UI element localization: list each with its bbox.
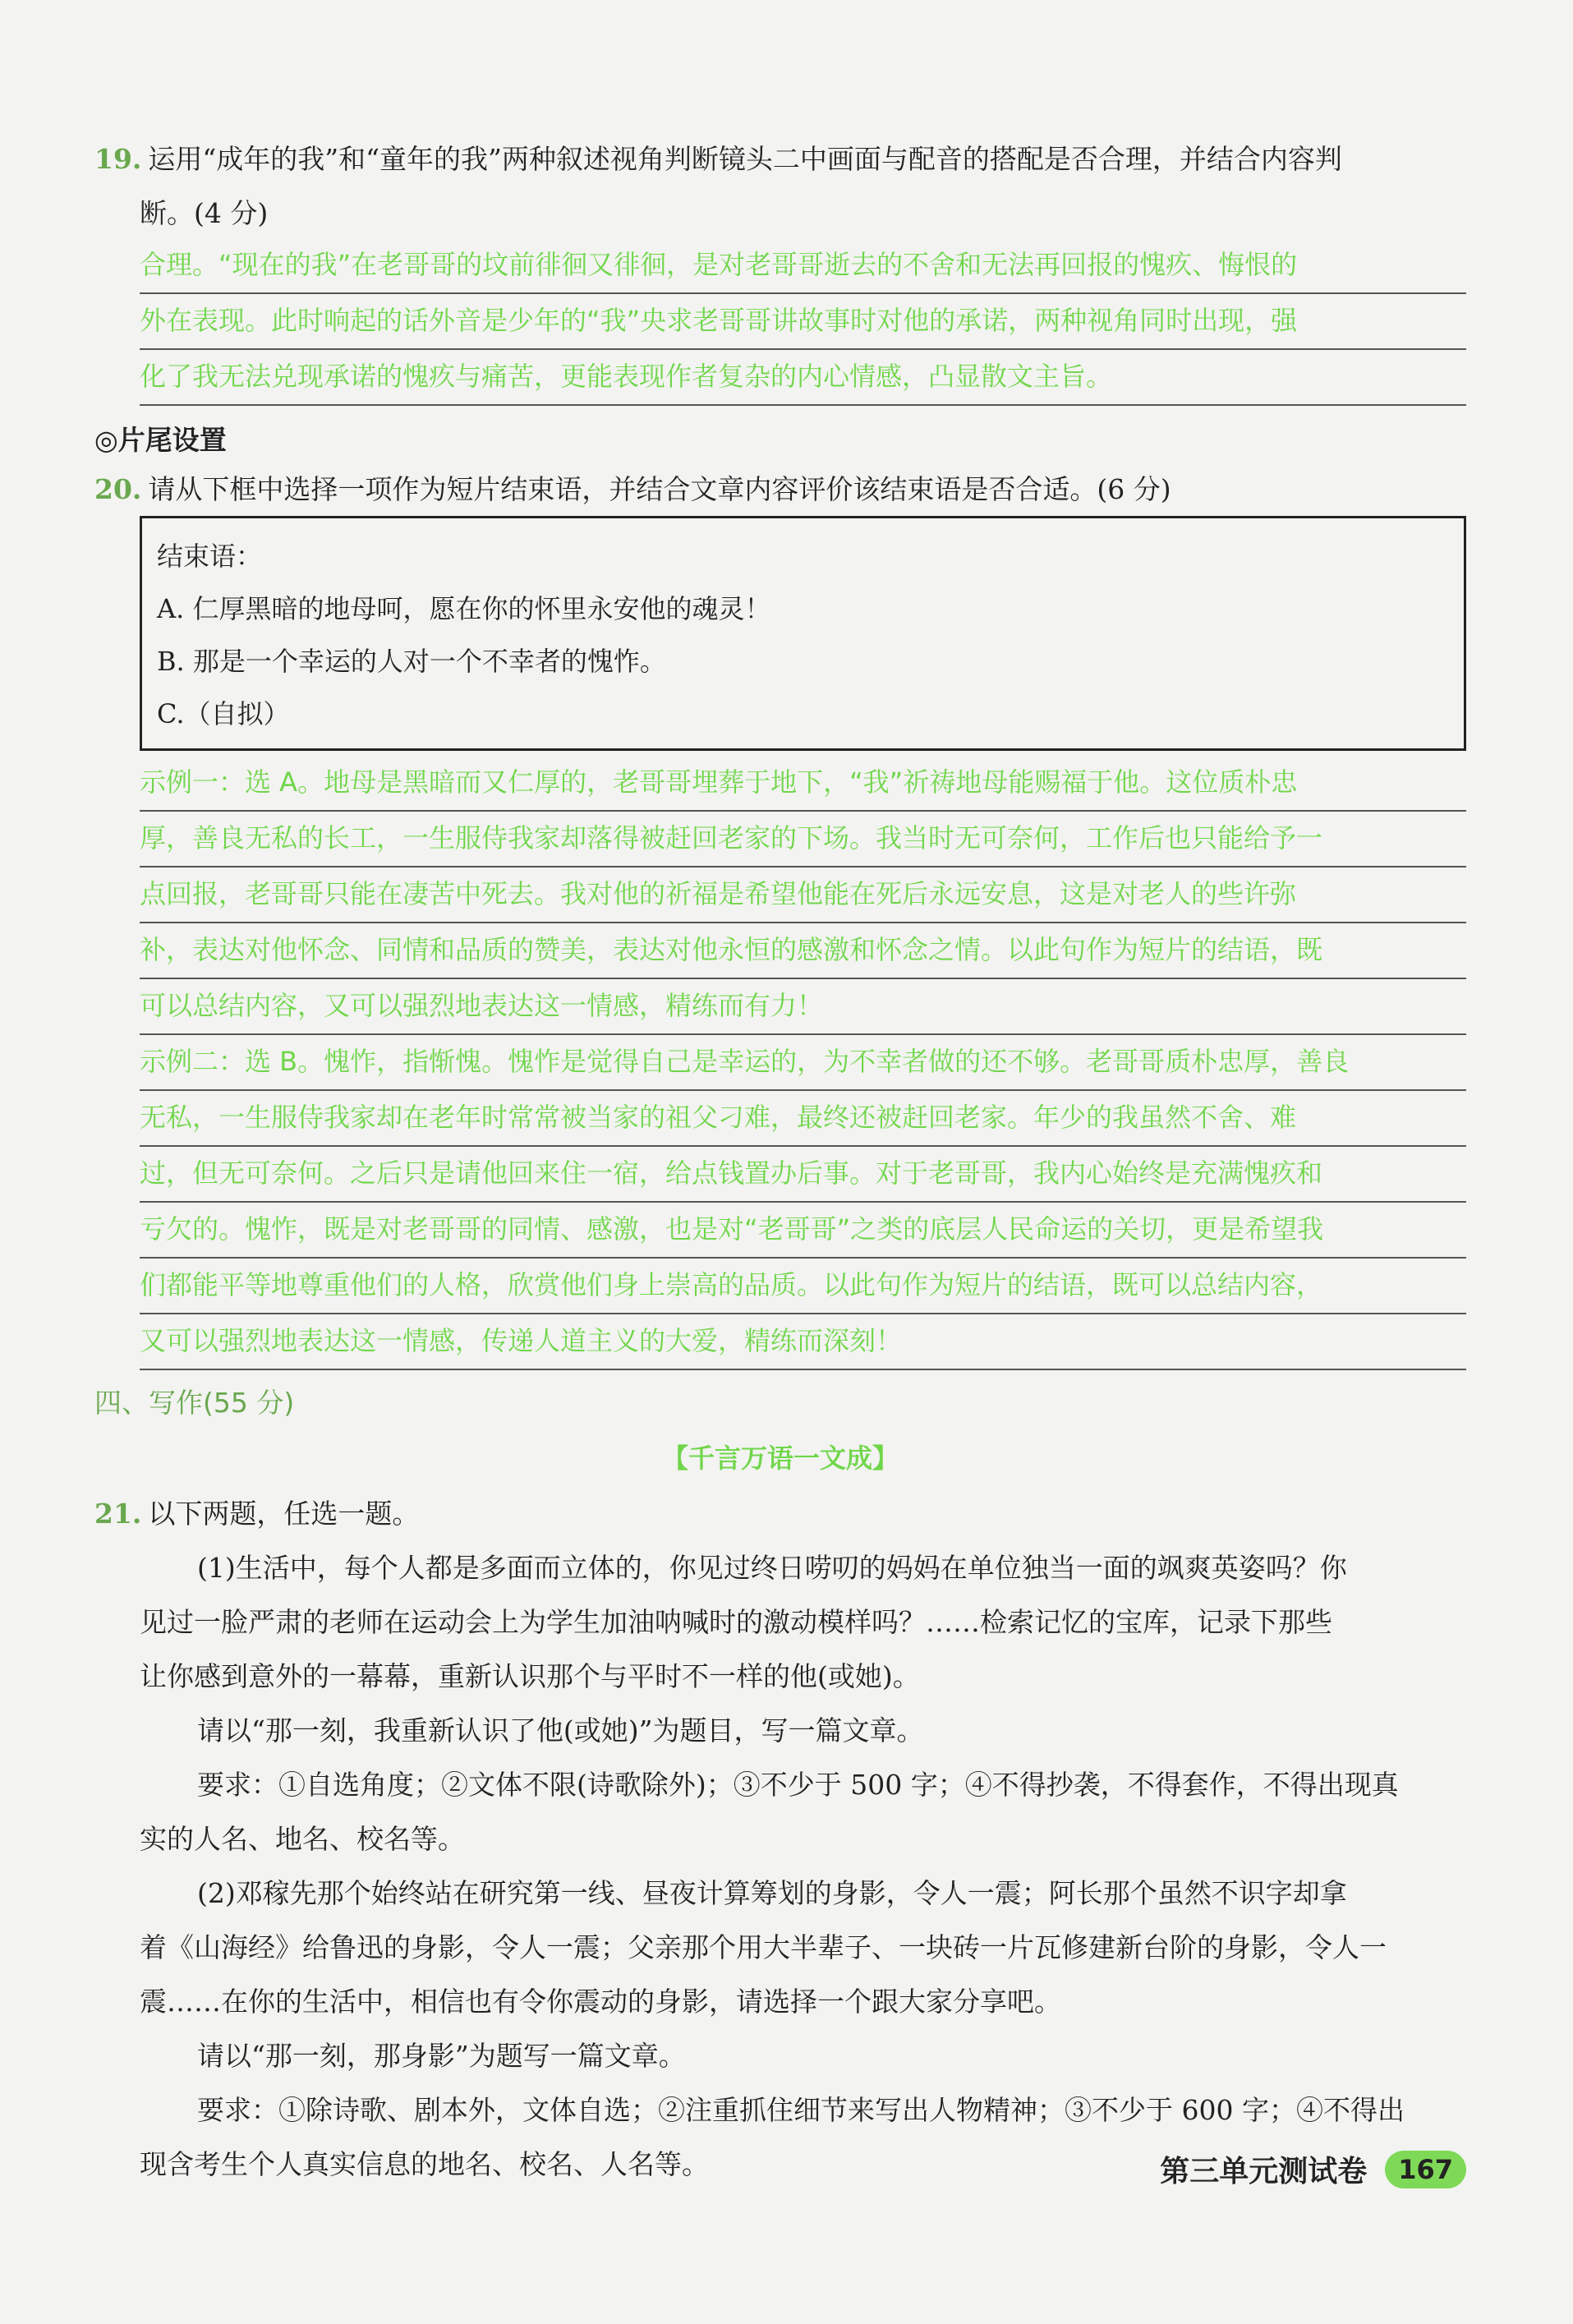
answer-line: 示例一：选 A。地母是黑暗而又仁厚的，老哥哥埋葬于地下，“我”祈祷地母能赐福于他。这位质朴忠 xyxy=(140,756,1466,812)
footer-title: 第三单元测试卷 xyxy=(1160,2155,1368,2188)
q20-number: 20. xyxy=(94,473,142,505)
q19-number: 19. xyxy=(94,143,142,175)
text-line: 请以“那一刻，那身影”为题写一篇文章。 xyxy=(197,2040,686,2072)
content xyxy=(94,140,1466,2192)
text-line: (1)生活中，每个人都是多面而立体的，你见过终日唠叨的妈妈在单位独当一面的飒爽英姿吗？你 xyxy=(197,1552,1347,1584)
answer-line: 化了我无法兑现承诺的愧疚与痛苦，更能表现作者复杂的内心情感，凸显散文主旨。 xyxy=(140,350,1466,406)
section-title: ◎片尾设置 xyxy=(94,424,227,456)
answer-line: 外在表现。此时响起的话外音是少年的“我”央求老哥哥讲故事时对他的承诺，两种视角同时出现，强 xyxy=(140,294,1466,350)
answer-line: 点回报，老哥哥只能在凄苦中死去。我对他的祈福是希望他能在死后永远安息，这是对老人的些许弥 xyxy=(140,867,1466,923)
box-line: C.（自拟） xyxy=(157,698,290,729)
text-line: 着《山海经》给鲁迅的身影，令人一震；父亲那个用大半辈子、一块砖一片瓦修建新台阶的身影，令人一 xyxy=(140,1931,1387,1963)
box-line: B. 那是一个幸运的人对一个不幸者的愧怍。 xyxy=(157,646,666,677)
text-line: 震……在你的生活中，相信也有令你震动的身影，请选择一个跟大家分享吧。 xyxy=(140,1986,1061,2018)
q19-answer xyxy=(94,238,1466,406)
answer-line: 合理。“现在的我”在老哥哥的坟前徘徊又徘徊，是对老哥哥逝去的不舍和无法再回报的愧疚、悔恨的 xyxy=(140,238,1466,294)
answer-line: 厚，善良无私的长工，一生服侍我家却落得被赶回老家的下场。我当时无可奈何，工作后也只能给予一 xyxy=(140,812,1466,867)
q19-line2: 断。(4 分) xyxy=(140,197,269,229)
page-number: 167 xyxy=(1385,2151,1466,2188)
q20-line1: 20. 请从下框中选择一项作为短片结束语，并结合文章内容评价该结束语是否合适。(6 分) xyxy=(94,473,1171,505)
text-line: 见过一脸严肃的老师在运动会上为学生加油呐喊时的激动模样吗？……检索记忆的宝库，记录下那些 xyxy=(140,1606,1332,1638)
banner: 【千言万语一文成】 xyxy=(661,1443,899,1474)
answer-line: 示例二：选 B。愧怍，指惭愧。愧怍是觉得自己是幸运的，为不幸者做的还不够。老哥哥质朴忠厚，善良 xyxy=(140,1035,1466,1091)
text-line: 要求：①除诗歌、剧本外，文体自选；②注重抓住细节来写出人物精神；③不少于 600 字；④不得出 xyxy=(197,2094,1405,2126)
text-line: (2)邓稼先那个始终站在研究第一线、昼夜计算筹划的身影，令人一震；阿长那个虽然不识字却拿 xyxy=(197,1877,1347,1909)
q21-number: 21. xyxy=(94,1498,142,1530)
part4-title: 四、写作(55 分) xyxy=(94,1387,295,1419)
answer-line: 们都能平等地尊重他们的人格，欣赏他们身上崇高的品质。以此句作为短片的结语，既可以总结内容， xyxy=(140,1259,1466,1314)
answer-line: 又可以强烈地表达这一情感，传递人道主义的大爱，精练而深刻！ xyxy=(140,1314,1466,1370)
q20-answer xyxy=(94,756,1466,1370)
q21-topic2 xyxy=(94,1866,1466,2192)
answer-line: 可以总结内容，又可以强烈地表达这一情感，精练而有力！ xyxy=(140,979,1466,1035)
page-footer xyxy=(1160,2148,1466,2190)
text-line: 实的人名、地名、校名等。 xyxy=(140,1823,465,1855)
text-line: 现含考生个人真实信息的地名、校名、人名等。 xyxy=(140,2148,709,2180)
box-line: 结束语： xyxy=(157,541,263,572)
text-line: 要求：①自选角度；②文体不限(诗歌除外)；③不少于 500 字；④不得抄袭，不得套作，不得出现真 xyxy=(197,1769,1399,1801)
answer-line: 亏欠的。愧怍，既是对老哥哥的同情、感激，也是对“老哥哥”之类的底层人民命运的关切，更是希望我 xyxy=(140,1203,1466,1259)
q21-line1: 21. 以下两题，任选一题。 xyxy=(94,1498,420,1530)
box-line: A. 仁厚黑暗的地母呵，愿在你的怀里永安他的魂灵！ xyxy=(157,593,771,624)
text-line: 请以“那一刻，我重新认识了他(或她)”为题目，写一篇文章。 xyxy=(197,1714,924,1746)
q21-topic1 xyxy=(94,1541,1466,1866)
text-line: 让你感到意外的一幕幕，重新认识那个与平时不一样的他(或她)。 xyxy=(140,1660,920,1692)
answer-line: 无私，一生服侍我家却在老年时常常被当家的祖父刁难，最终还被赶回老家。年少的我虽然不舍、难 xyxy=(140,1091,1466,1147)
answer-line: 过，但无可奈何。之后只是请他回来住一宿，给点钱置办后事。对于老哥哥，我内心始终是充满愧疚和 xyxy=(140,1147,1466,1203)
ending-options-box xyxy=(140,516,1466,751)
answer-line: 补，表达对他怀念、同情和品质的赞美，表达对他永恒的感激和怀念之情。以此句作为短片的结语，既 xyxy=(140,923,1466,979)
q19-line1: 19. 运用“成年的我”和“童年的我”两种叙述视角判断镜头二中画面与配音的搭配是否合理，并结合内容判 xyxy=(94,143,1342,175)
